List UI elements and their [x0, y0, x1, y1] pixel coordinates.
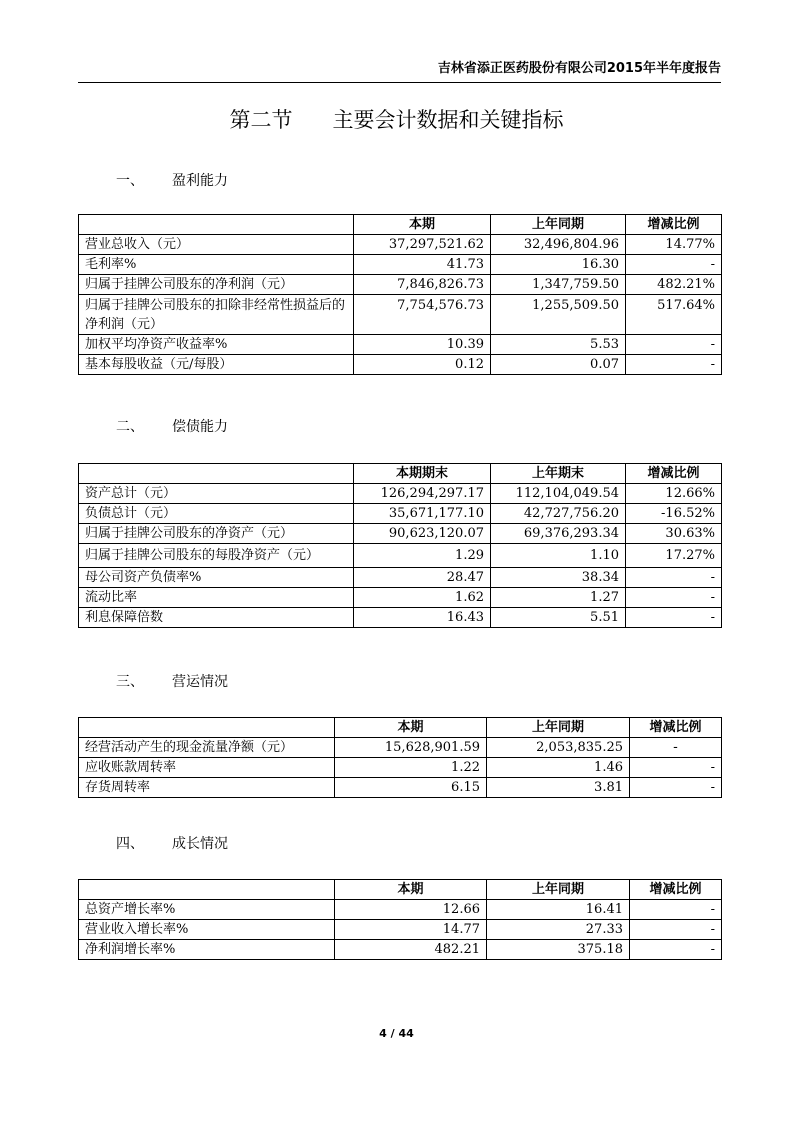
- table-row: [79, 235, 722, 255]
- column-header: 本期: [354, 215, 491, 235]
- table-row: [79, 255, 722, 275]
- cell-change: -: [626, 608, 722, 628]
- page-number: 4 / 44: [379, 1027, 414, 1040]
- cell-previous: 1.10: [491, 544, 626, 568]
- column-header: 上年同期: [487, 880, 630, 900]
- cell-previous: 69,376,293.34: [491, 524, 626, 544]
- cell-previous: 1,255,509.50: [491, 295, 626, 335]
- table-header-row: [79, 880, 722, 900]
- table-row: [79, 940, 722, 960]
- heading-title: 偿债能力: [172, 419, 228, 435]
- cell-previous: 1.46: [487, 758, 630, 778]
- column-header: 增减比例: [626, 464, 722, 484]
- cell-current: 1.29: [354, 544, 491, 568]
- cell-change: -: [626, 255, 722, 275]
- row-label: 流动比率: [79, 588, 354, 608]
- column-header: [79, 880, 335, 900]
- column-header: 增减比例: [626, 215, 722, 235]
- cell-previous: 16.30: [491, 255, 626, 275]
- heading-number: 一、: [116, 173, 144, 189]
- heading-profitability: [116, 170, 228, 190]
- column-header: 本期: [335, 718, 487, 738]
- column-header: 本期期末: [354, 464, 491, 484]
- cell-change: 482.21%: [626, 275, 722, 295]
- table-row: [79, 758, 722, 778]
- row-label: 归属于挂牌公司股东的净利润（元）: [79, 275, 354, 295]
- row-label: 归属于挂牌公司股东的扣除非经常性损益后的净利润（元）: [79, 295, 354, 335]
- cell-change: 517.64%: [626, 295, 722, 335]
- cell-previous: 27.33: [487, 920, 630, 940]
- column-header: [79, 464, 354, 484]
- cell-current: 1.62: [354, 588, 491, 608]
- cell-change: 30.63%: [626, 524, 722, 544]
- column-header: 本期: [335, 880, 487, 900]
- cell-previous: 1,347,759.50: [491, 275, 626, 295]
- cell-change: -: [626, 588, 722, 608]
- row-label: 负债总计（元）: [79, 504, 354, 524]
- cell-previous: 32,496,804.96: [491, 235, 626, 255]
- column-header: [79, 215, 354, 235]
- cell-change: 12.66%: [626, 484, 722, 504]
- column-header: 上年期末: [491, 464, 626, 484]
- column-header: 上年同期: [487, 718, 630, 738]
- cell-previous: 112,104,049.54: [491, 484, 626, 504]
- row-label: 营业总收入（元）: [79, 235, 354, 255]
- cell-previous: 16.41: [487, 900, 630, 920]
- table-row: [79, 588, 722, 608]
- cell-current: 37,297,521.62: [354, 235, 491, 255]
- cell-change: -: [630, 940, 722, 960]
- cell-previous: 1.27: [491, 588, 626, 608]
- cell-previous: 38.34: [491, 568, 626, 588]
- column-header: 增减比例: [630, 880, 722, 900]
- row-label: 资产总计（元）: [79, 484, 354, 504]
- table-row: [79, 778, 722, 798]
- heading-number: 二、: [116, 419, 144, 435]
- row-label: 应收账款周转率: [79, 758, 335, 778]
- cell-current: 482.21: [335, 940, 487, 960]
- cell-change: -: [630, 920, 722, 940]
- table-profitability: [78, 214, 722, 375]
- table-solvency: [78, 463, 722, 628]
- table-row: [79, 738, 722, 758]
- cell-current: 0.12: [354, 355, 491, 375]
- cell-change: -16.52%: [626, 504, 722, 524]
- row-label: 净利润增长率%: [79, 940, 335, 960]
- report-header: 吉林省添正医药股份有限公司2015年半年度报告: [78, 57, 721, 83]
- cell-current: 1.22: [335, 758, 487, 778]
- section-number: 第二节: [229, 108, 293, 132]
- table-row: [79, 355, 722, 375]
- cell-change: -: [626, 568, 722, 588]
- cell-change: -: [630, 778, 722, 798]
- cell-change: -: [626, 355, 722, 375]
- column-header: 增减比例: [630, 718, 722, 738]
- row-label: 利息保障倍数: [79, 608, 354, 628]
- table-row: [79, 544, 722, 568]
- heading-operations: [116, 671, 228, 691]
- heading-number: 三、: [116, 674, 144, 690]
- section-title: [0, 104, 793, 134]
- cell-current: 6.15: [335, 778, 487, 798]
- cell-previous: 42,727,756.20: [491, 504, 626, 524]
- row-label: 归属于挂牌公司股东的净资产（元）: [79, 524, 354, 544]
- cell-change: -: [630, 900, 722, 920]
- heading-title: 营运情况: [172, 674, 228, 690]
- table-row: [79, 568, 722, 588]
- row-label: 基本每股收益（元/每股）: [79, 355, 354, 375]
- row-label: 加权平均净资产收益率%: [79, 335, 354, 355]
- column-header: 上年同期: [491, 215, 626, 235]
- cell-previous: 5.53: [491, 335, 626, 355]
- cell-change: -: [630, 738, 722, 758]
- heading-solvency: [116, 416, 228, 436]
- table-row: [79, 484, 722, 504]
- row-label: 总资产增长率%: [79, 900, 335, 920]
- heading-number: 四、: [116, 836, 144, 852]
- cell-previous: 3.81: [487, 778, 630, 798]
- cell-current: 7,846,826.73: [354, 275, 491, 295]
- cell-current: 10.39: [354, 335, 491, 355]
- table-row: [79, 275, 722, 295]
- cell-change: -: [626, 335, 722, 355]
- cell-previous: 0.07: [491, 355, 626, 375]
- table-operations: [78, 717, 722, 798]
- row-label: 营业收入增长率%: [79, 920, 335, 940]
- row-label: 归属于挂牌公司股东的每股净资产（元）: [79, 544, 354, 568]
- column-header: [79, 718, 335, 738]
- table-row: [79, 524, 722, 544]
- cell-current: 41.73: [354, 255, 491, 275]
- table-row: [79, 295, 722, 335]
- cell-previous: 2,053,835.25: [487, 738, 630, 758]
- table-row: [79, 608, 722, 628]
- cell-current: 7,754,576.73: [354, 295, 491, 335]
- cell-current: 16.43: [354, 608, 491, 628]
- cell-current: 12.66: [335, 900, 487, 920]
- heading-growth: [116, 833, 228, 853]
- row-label: 母公司资产负债率%: [79, 568, 354, 588]
- cell-previous: 5.51: [491, 608, 626, 628]
- table-row: [79, 920, 722, 940]
- cell-current: 14.77: [335, 920, 487, 940]
- cell-change: -: [630, 758, 722, 778]
- table-header-row: [79, 718, 722, 738]
- cell-current: 35,671,177.10: [354, 504, 491, 524]
- table-row: [79, 335, 722, 355]
- section-name: 主要会计数据和关键指标: [332, 108, 564, 132]
- row-label: 存货周转率: [79, 778, 335, 798]
- row-label: 经营活动产生的现金流量净额（元）: [79, 738, 335, 758]
- cell-current: 90,623,120.07: [354, 524, 491, 544]
- table-row: [79, 504, 722, 524]
- cell-change: 17.27%: [626, 544, 722, 568]
- cell-current: 28.47: [354, 568, 491, 588]
- heading-title: 盈利能力: [172, 173, 228, 189]
- heading-title: 成长情况: [172, 836, 228, 852]
- cell-change: 14.77%: [626, 235, 722, 255]
- table-row: [79, 900, 722, 920]
- cell-current: 126,294,297.17: [354, 484, 491, 504]
- row-label: 毛利率%: [79, 255, 354, 275]
- table-header-row: [79, 215, 722, 235]
- table-growth: [78, 879, 722, 960]
- cell-current: 15,628,901.59: [335, 738, 487, 758]
- table-header-row: [79, 464, 722, 484]
- cell-previous: 375.18: [487, 940, 630, 960]
